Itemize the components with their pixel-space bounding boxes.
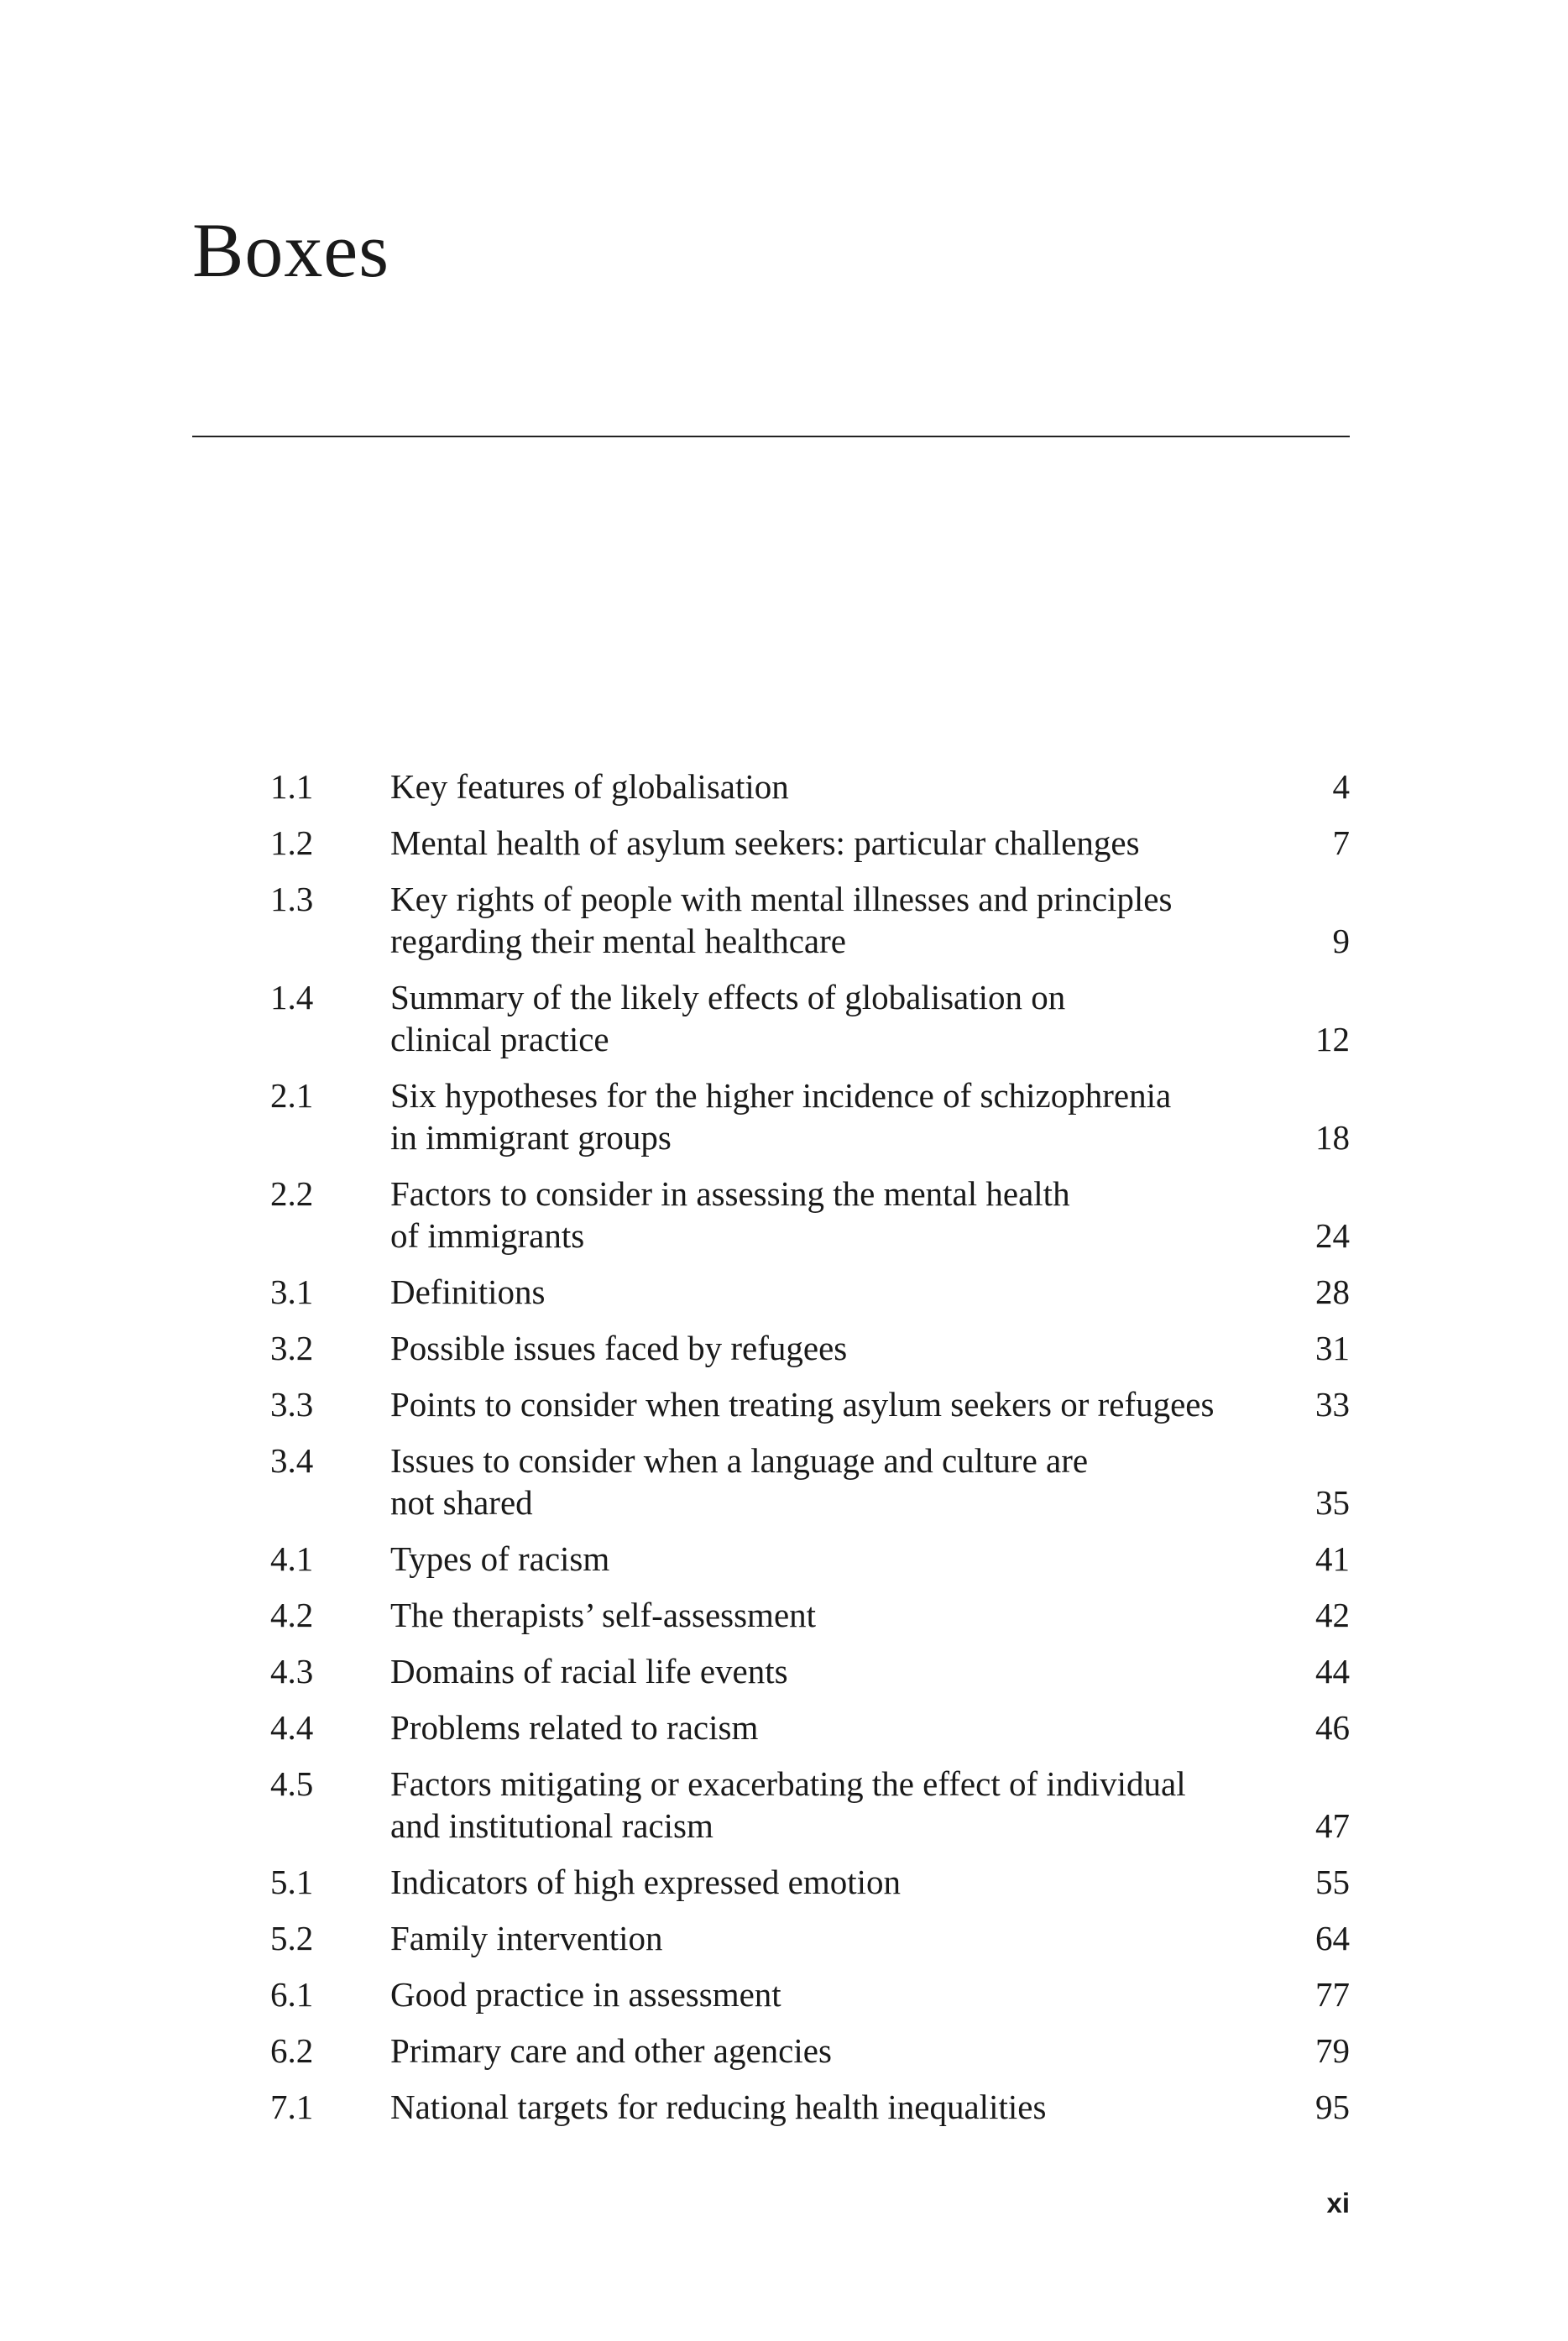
box-title xyxy=(390,878,1274,962)
box-title xyxy=(390,1861,1274,1903)
list-item xyxy=(270,1917,1350,1959)
list-item xyxy=(270,1173,1350,1257)
list-item xyxy=(270,2030,1350,2072)
box-page-number: 64 xyxy=(1315,1919,1350,1957)
box-title xyxy=(390,1538,1274,1580)
box-title-line: Six hypotheses for the higher incidence of schizophrenia xyxy=(390,1076,1172,1115)
box-title-line: Primary care and other agencies xyxy=(390,2031,832,2070)
box-title-line: Points to consider when treating asylum seekers or refugees xyxy=(390,1385,1215,1424)
box-number: 2.1 xyxy=(270,1076,314,1115)
box-title-line: Summary of the likely effects of globalisation on xyxy=(390,978,1066,1016)
box-title-line: Possible issues faced by refugees xyxy=(390,1329,848,1367)
box-title xyxy=(390,1706,1274,1748)
box-page-number: 42 xyxy=(1315,1596,1350,1634)
box-page-number: 33 xyxy=(1315,1385,1350,1424)
list-item xyxy=(270,1074,1350,1158)
box-title xyxy=(390,2086,1274,2128)
box-title xyxy=(390,1917,1274,1959)
list-item xyxy=(270,1973,1350,2015)
box-title-line: regarding their mental healthcare xyxy=(390,922,846,960)
box-title xyxy=(390,1173,1274,1257)
list-item xyxy=(270,822,1350,864)
page-number: xi xyxy=(1326,2187,1350,2218)
box-title xyxy=(390,1327,1274,1369)
box-page-number: 12 xyxy=(1315,1020,1350,1058)
box-number: 1.3 xyxy=(270,880,314,918)
box-title xyxy=(390,1650,1274,1692)
box-title xyxy=(390,766,1274,807)
box-title-line: National targets for reducing health inequalities xyxy=(390,2088,1047,2126)
box-number: 1.1 xyxy=(270,767,314,806)
box-title-line: not shared xyxy=(390,1483,533,1522)
box-page-number: 95 xyxy=(1315,2088,1350,2126)
box-title-line: clinical practice xyxy=(390,1020,609,1058)
box-number: 4.2 xyxy=(270,1596,314,1634)
box-title xyxy=(390,2030,1274,2072)
box-title xyxy=(390,1594,1274,1636)
box-page-number: 77 xyxy=(1315,1975,1350,2014)
box-number: 1.2 xyxy=(270,823,314,862)
box-title-line: Key rights of people with mental illnesses and principles xyxy=(390,880,1173,918)
box-page-number: 41 xyxy=(1315,1539,1350,1578)
list-item xyxy=(270,976,1350,1060)
boxes-list xyxy=(270,766,1350,2142)
box-page-number: 28 xyxy=(1315,1272,1350,1311)
box-page-number: 47 xyxy=(1315,1806,1350,1845)
list-item xyxy=(270,1861,1350,1903)
box-number: 3.4 xyxy=(270,1441,314,1480)
list-item xyxy=(270,1440,1350,1523)
box-title-line: and institutional racism xyxy=(390,1806,713,1845)
list-item xyxy=(270,1538,1350,1580)
box-number: 6.1 xyxy=(270,1975,314,2014)
box-title-line: Indicators of high expressed emotion xyxy=(390,1863,902,1901)
box-number: 4.4 xyxy=(270,1708,314,1747)
box-title-line: of immigrants xyxy=(390,1216,585,1255)
box-page-number: 4 xyxy=(1332,767,1350,806)
box-title xyxy=(390,1383,1274,1425)
list-item xyxy=(270,1271,1350,1313)
box-title xyxy=(390,1973,1274,2015)
box-page-number: 46 xyxy=(1315,1708,1350,1747)
box-title-line: Issues to consider when a language and culture are xyxy=(390,1441,1089,1480)
box-page-number: 7 xyxy=(1332,823,1350,862)
box-number: 6.2 xyxy=(270,2031,314,2070)
list-item xyxy=(270,1763,1350,1847)
box-page-number: 18 xyxy=(1315,1118,1350,1157)
box-number: 4.1 xyxy=(270,1539,314,1578)
box-number: 3.2 xyxy=(270,1329,314,1367)
list-item xyxy=(270,878,1350,962)
box-page-number: 35 xyxy=(1315,1483,1350,1522)
box-title-line: Good practice in assessment xyxy=(390,1975,781,2014)
box-page-number: 55 xyxy=(1315,1863,1350,1901)
list-item xyxy=(270,1706,1350,1748)
box-title xyxy=(390,1440,1274,1523)
box-title xyxy=(390,1271,1274,1313)
box-number: 5.2 xyxy=(270,1919,314,1957)
box-page-number: 79 xyxy=(1315,2031,1350,2070)
list-item xyxy=(270,1650,1350,1692)
box-page-number: 9 xyxy=(1332,922,1350,960)
box-number: 7.1 xyxy=(270,2088,314,2126)
list-item xyxy=(270,766,1350,807)
box-title xyxy=(390,1763,1274,1847)
box-number: 4.5 xyxy=(270,1764,314,1803)
box-number: 5.1 xyxy=(270,1863,314,1901)
title-divider xyxy=(192,436,1350,437)
page-title: Boxes xyxy=(192,207,389,293)
box-title-line: The therapists’ self-assessment xyxy=(390,1596,817,1634)
box-number: 2.2 xyxy=(270,1174,314,1213)
box-page-number: 44 xyxy=(1315,1652,1350,1690)
list-item xyxy=(270,2086,1350,2128)
box-title-line: Problems related to racism xyxy=(390,1708,759,1747)
box-title-line: Key features of globalisation xyxy=(390,767,789,806)
box-page-number: 31 xyxy=(1315,1329,1350,1367)
list-item xyxy=(270,1327,1350,1369)
list-item xyxy=(270,1594,1350,1636)
box-title-line: Family intervention xyxy=(390,1919,663,1957)
box-number: 3.3 xyxy=(270,1385,314,1424)
box-title-line: Factors mitigating or exacerbating the effect of individual xyxy=(390,1764,1186,1803)
box-title-line: Mental health of asylum seekers: particular challenges xyxy=(390,823,1140,862)
box-title xyxy=(390,1074,1274,1158)
box-title-line: in immigrant groups xyxy=(390,1118,672,1157)
list-item xyxy=(270,1383,1350,1425)
box-number: 4.3 xyxy=(270,1652,314,1690)
box-title-line: Types of racism xyxy=(390,1539,610,1578)
box-title-line: Definitions xyxy=(390,1272,546,1311)
box-number: 3.1 xyxy=(270,1272,314,1311)
box-number: 1.4 xyxy=(270,978,314,1016)
box-title xyxy=(390,976,1274,1060)
box-page-number: 24 xyxy=(1315,1216,1350,1255)
box-title-line: Domains of racial life events xyxy=(390,1652,788,1690)
box-title xyxy=(390,822,1274,864)
box-title-line: Factors to consider in assessing the mental health xyxy=(390,1174,1070,1213)
